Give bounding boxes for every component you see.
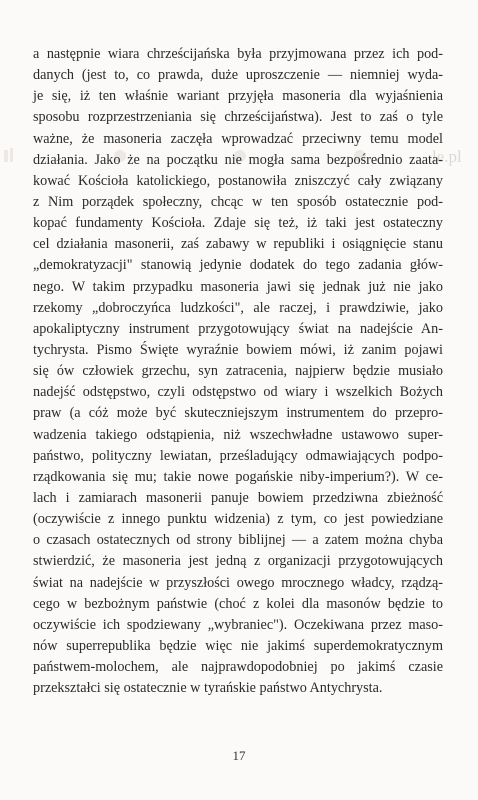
text-line: kopać fundamenty Kościoła. Zdaje się też, iż taki jest ostateczny <box>33 215 443 232</box>
text-line: rządkowania się mu; takie nowe pogańskie niby-imperium?). W ce- <box>33 468 443 485</box>
text-line: nego. W takim przypadku masoneria jawi się jednak już nie jako <box>33 278 443 295</box>
text-line: świat na nadejście w przyszłości owego mrocznego władcy, rządzą- <box>33 574 443 591</box>
text-line: o czasach ostatecznych od strony biblijnej — a zatem można chyba <box>33 532 443 549</box>
watermark-mark-left-2 <box>10 148 13 162</box>
text-line: cego w bezbożnym państwie (choć z kolei dla masonów będzie to <box>33 595 443 612</box>
text-line: je się, iż ten właśnie wariant przyjęła masoneria dla wyjaśnienia <box>33 88 443 105</box>
text-line: apokaliptyczny instrument przygotowujący świat na nadejście An- <box>33 320 443 337</box>
text-line: tychrysta. Pismo Święte wyraźnie bowiem mówi, iż zanim pojawi <box>33 341 443 358</box>
text-line: lach i zamiarach masonerii panuje bowiem przedziwna zbieżność <box>33 489 443 506</box>
text-line: oczywiście ich spodziewany „wybraniec"). Oczekiwana przez maso- <box>33 616 443 633</box>
text-line: danych (jest to, co prawda, duże uproszczenie — niemniej wyda- <box>33 67 443 84</box>
text-line: ważne, że masoneria zaczęła wprowadzać przeciwny temu model <box>33 130 443 147</box>
text-line: państwo, polityczny lewiatan, prześladujący odmawiających podpo- <box>33 447 443 464</box>
page-number: 17 <box>232 748 246 763</box>
text-line: się ów człowiek grzechu, syn zatracenia, najpierw będzie musiało <box>33 363 443 380</box>
text-line: „demokratyzacji" stanowią jedynie dodatek do tego zadania głów- <box>33 257 443 274</box>
text-line: rzekomy „dobroczyńca ludzkości", ale raczej, i prawdziwie, jako <box>33 299 443 316</box>
watermark-mark-left <box>4 150 8 162</box>
text-line: nadejść odstępstwo, czyli odstępstwo od wiary i wszelkich Bożych <box>33 384 443 401</box>
text-line: cel działania masonerii, zaś zabawy w republiki i osiągnięcie stanu <box>33 236 443 253</box>
text-line: nów superrepublika będzie więc nie jakimś superdemokratycznym <box>33 637 443 654</box>
text-line: praw (a cóż może być skuteczniejszym instrumentem do przepro- <box>33 405 443 422</box>
watermark-text: le.pl <box>432 147 462 166</box>
body-text <box>33 44 443 699</box>
text-line: (oczywiście z innego punktu widzenia) z tym, co jest powiedziane <box>33 511 443 528</box>
text-line: z Nim porządek społeczny, chcąc w ten sposób ostatecznie pod- <box>33 193 443 210</box>
text-line: wadzenia takiego odstąpienia, niż wszechwładne ustawowo super- <box>33 426 443 443</box>
text-line: a następnie wiara chrześcijańska była przyjmowana przez ich pod- <box>33 46 443 62</box>
text-line: stwierdzić, że masoneria jest jedną z organizacji przygotowujących <box>33 553 443 570</box>
text-line: działania. Jako że na początku nie mogła sama bezpośrednio zaata- <box>33 151 443 168</box>
text-line: przekształci się ostatecznie w tyrańskie państwo Antychrysta. <box>33 680 383 697</box>
text-line: sposobu rozprzestrzeniania się chrześcijaństwa). Jest to zaś o tyle <box>33 109 443 126</box>
text-line: państwem-molochem, ale najprawdopodobniej po jakimś czasie <box>33 659 443 676</box>
text-line: kować Kościoła katolickiego, postanowiła zniszczyć cały związany <box>33 172 443 189</box>
